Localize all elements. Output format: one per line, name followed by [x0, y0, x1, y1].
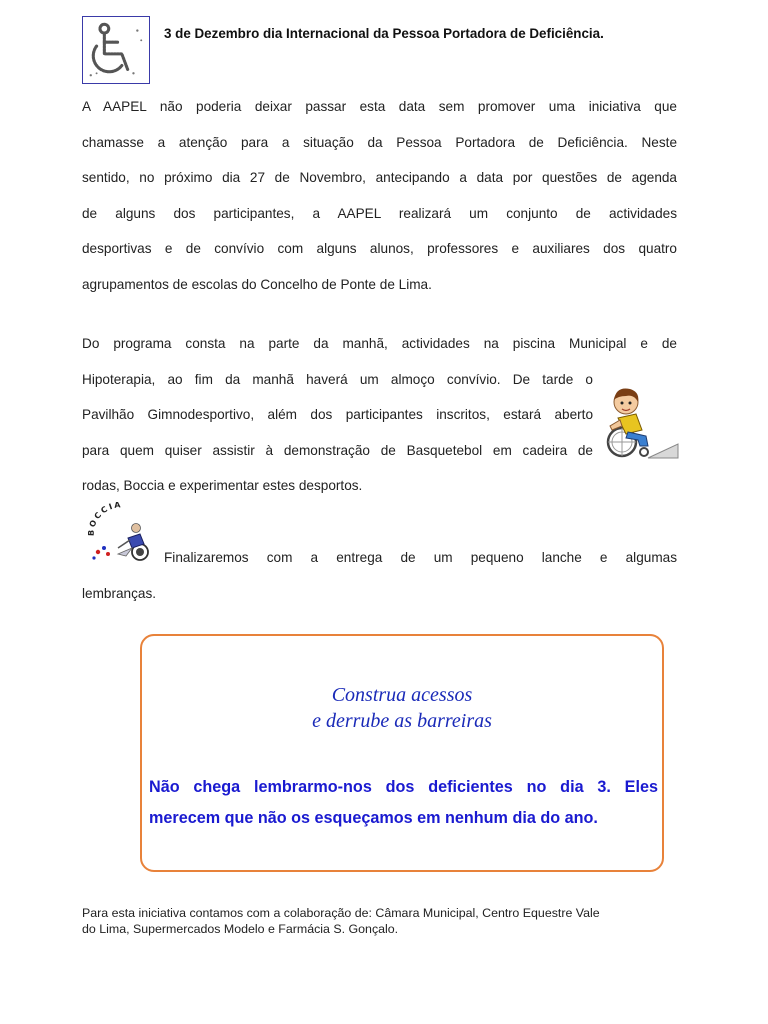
wheelchair-kid-illustration — [600, 384, 680, 462]
slogan — [142, 682, 662, 734]
text-line: chamasse a atenção para a situação da Pessoa Portadora de Deficiência. Neste — [82, 134, 677, 150]
footer-line: do Lima, Supermercados Modelo e Farmácia S. Gonçalo. — [82, 922, 399, 936]
paragraph-intro — [82, 89, 677, 303]
callout-message — [149, 772, 658, 834]
text-line: desportivas e de convívio com alguns alunos, professores e auxiliares dos quatro — [82, 241, 677, 257]
text-line: agrupamentos de escolas do Concelho de Ponte de Lima. — [82, 276, 432, 292]
text-line: Pavilhão Gimnodesportivo, além dos participantes inscritos, estará aberto — [82, 407, 593, 423]
text-line: A AAPEL não poderia deixar passar esta data sem promover uma iniciativa que — [82, 99, 677, 114]
accessibility-logo — [82, 16, 150, 84]
page-title: 3 de Dezembro dia Internacional da Pessoa Portadora de Deficiência. — [164, 26, 604, 41]
wheelchair-kid-icon — [600, 384, 680, 462]
text-line: Finalizaremos com a entrega de um pequeno lanche e algumas — [164, 550, 677, 565]
boccia-label: OCCIA — [88, 502, 123, 529]
text-line: sentido, no próximo dia 27 de Novembro, antecipando a data por questões de agenda — [82, 170, 677, 186]
text-line: Hipoterapia, ao fim da manhã haverá um almoço convívio. De tarde o — [82, 371, 593, 387]
text-line: rodas, Boccia e experimentar estes desportos. — [82, 478, 363, 494]
paragraph-closing — [82, 540, 677, 611]
acknowledgements-footer — [82, 905, 682, 937]
message-line: Não chega lembrarmo-nos dos deficientes no dia 3. Eles — [149, 778, 658, 796]
message-line: merecem que não os esqueçamos em nenhum dia do ano. — [149, 809, 598, 827]
slogan-line: e derrube as barreiras — [312, 710, 492, 732]
text-line: lembranças. — [82, 585, 157, 601]
text-line: para quem quiser assistir à demonstração de Basquetebol em cadeira de — [82, 442, 593, 458]
text-line: de alguns dos participantes, a AAPEL realizará um conjunto de actividades — [82, 205, 677, 221]
text-line: Do programa consta na parte da manhã, actividades na piscina Municipal e de — [82, 336, 677, 351]
slogan-line: Construa acessos — [331, 684, 473, 706]
wheelchair-symbol-icon — [83, 17, 149, 83]
footer-line: Para esta iniciativa contamos com a colaboração de: Câmara Municipal, Centro Equestre Vale — [82, 906, 600, 920]
paragraph-program — [82, 326, 677, 504]
awareness-callout-box — [140, 634, 664, 872]
